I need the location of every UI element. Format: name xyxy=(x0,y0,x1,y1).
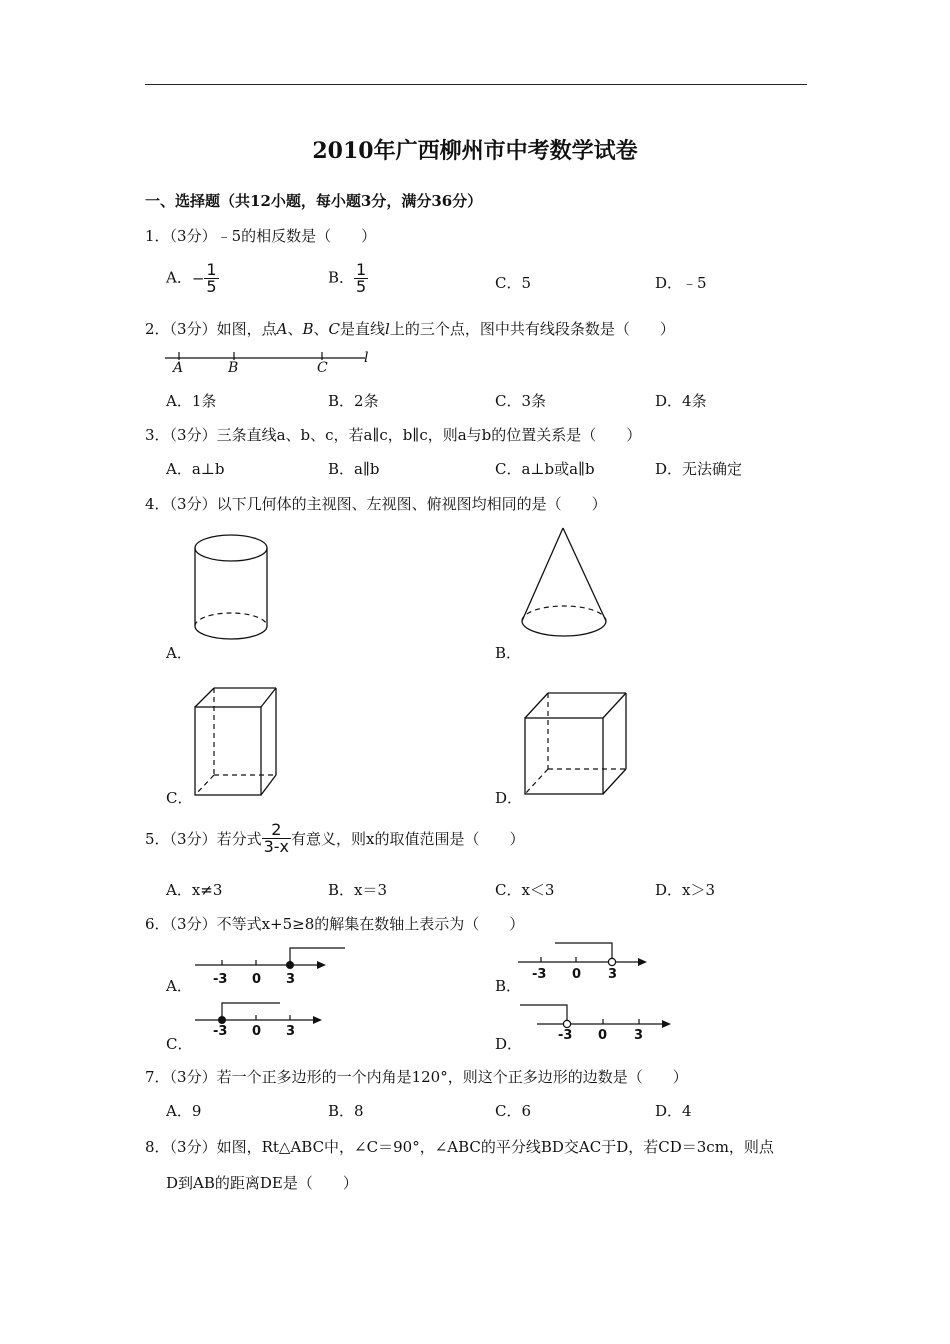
q5-option-c[interactable]: C．x＜3 xyxy=(495,881,555,899)
q3-stem: 3．（3分）三条直线a、b、c，若a∥c，b∥c，则a与b的位置关系是（ ） xyxy=(145,426,642,444)
q3-option-d[interactable]: D．无法确定 xyxy=(655,460,743,478)
q2-option-d[interactable]: D．4条 xyxy=(655,392,707,410)
q3-option-c[interactable]: C．a⊥b或a∥b xyxy=(495,460,595,478)
fraction xyxy=(354,262,368,295)
q5-option-d[interactable]: D．x＞3 xyxy=(655,881,716,899)
tick-label: 0 xyxy=(252,972,262,987)
q7-option-d[interactable]: D．4 xyxy=(655,1102,692,1120)
q1-option-c[interactable]: C．5 xyxy=(495,274,532,292)
tick-label: -3 xyxy=(532,967,547,982)
q2-line-figure xyxy=(165,348,375,378)
q1-option-d[interactable]: D．﹣5 xyxy=(655,274,707,292)
q3-option-b[interactable]: B．a∥b xyxy=(328,460,380,478)
fig-label-c: C xyxy=(317,360,328,376)
point-b: B xyxy=(302,320,314,338)
section-heading: 一、选择题（共12小题，每小题3分，满分36分） xyxy=(145,192,483,210)
numerator: 1 xyxy=(356,260,367,279)
q7-option-b[interactable]: B．8 xyxy=(328,1102,364,1120)
cuboid-figure[interactable] xyxy=(190,685,285,800)
cylinder-figure[interactable] xyxy=(190,530,280,645)
denominator: 3-x xyxy=(263,837,290,856)
q1-stem: 1．（3分）﹣5的相反数是（ ） xyxy=(145,227,377,245)
q2-stem xyxy=(145,318,675,339)
option-label: A． xyxy=(166,268,192,287)
tick-label: 3 xyxy=(286,1024,296,1039)
fig-label-a: A xyxy=(173,360,184,376)
line-l: l xyxy=(385,320,390,338)
q3-option-a[interactable]: A．a⊥b xyxy=(166,460,225,478)
q7-option-c[interactable]: C．6 xyxy=(495,1102,532,1120)
q1-option-a[interactable] xyxy=(166,262,219,295)
q7-stem: 7．（3分）若一个正多边形的一个内角是120°，则这个正多边形的边数是（ ） xyxy=(145,1068,688,1086)
q4-option-b[interactable]: B． xyxy=(495,644,522,662)
page-title: 2010年广西柳州市中考数学试卷 xyxy=(312,138,638,164)
q4-stem: 4．（3分）以下几何体的主视图、左视图、俯视图均相同的是（ ） xyxy=(145,495,607,513)
q4-option-d[interactable]: D． xyxy=(495,789,523,807)
tick-label: -3 xyxy=(558,1028,573,1043)
q2-option-b[interactable]: B．2条 xyxy=(328,392,379,410)
cube-figure[interactable] xyxy=(520,690,630,800)
tick-label: 3 xyxy=(608,967,618,982)
point-a: A xyxy=(276,320,288,338)
q6-option-b[interactable]: B． xyxy=(495,977,522,995)
minus-sign: − xyxy=(191,269,205,288)
q6-stem: 6．（3分）不等式x+5≥8的解集在数轴上表示为（ ） xyxy=(145,915,525,933)
point-c: C xyxy=(328,320,340,338)
q5-option-b[interactable]: B．x＝3 xyxy=(328,881,388,899)
q2-option-a[interactable]: A．1条 xyxy=(166,392,217,410)
tick-label: 0 xyxy=(252,1024,262,1039)
fraction xyxy=(204,262,218,295)
q4-option-a[interactable]: A． xyxy=(166,644,192,662)
tick-label: 0 xyxy=(598,1028,608,1043)
q5-option-a[interactable]: A．x≠3 xyxy=(166,881,223,899)
q5-stem-post: 有意义，则x的取值范围是（ ） xyxy=(291,830,525,848)
q6-option-c[interactable]: C． xyxy=(166,1035,193,1053)
q1-option-b[interactable] xyxy=(328,262,368,295)
q2-stem-pre: 2．（3分）如图，点 xyxy=(145,320,277,338)
header-rule xyxy=(145,84,807,85)
cone-figure[interactable] xyxy=(518,525,618,650)
q2-stem-post: 上的三个点，图中共有线段条数是（ ） xyxy=(389,320,675,338)
fraction xyxy=(262,822,291,855)
tick-label: -3 xyxy=(213,1024,228,1039)
numerator: 1 xyxy=(206,260,217,279)
q5-stem xyxy=(145,822,524,855)
tick-label: 0 xyxy=(572,967,582,982)
q2-stem-mid: 是直线 xyxy=(339,320,385,338)
q5-stem-pre: 5．（3分）若分式 xyxy=(145,830,262,848)
fig-label-b: B xyxy=(228,360,239,376)
q7-option-a[interactable]: A．9 xyxy=(166,1102,202,1120)
fig-label-l: l xyxy=(364,350,369,366)
q8-stem-line2: D到AB的距离DE是（ ） xyxy=(166,1174,358,1192)
q6-option-d[interactable]: D． xyxy=(495,1035,523,1053)
denominator: 5 xyxy=(356,277,367,296)
q8-stem-line1: 8．（3分）如图，Rt△ABC中，∠C＝90°，∠ABC的平分线BD交AC于D，若CD＝3cm，则点 xyxy=(145,1138,774,1156)
sep: 、 xyxy=(313,320,329,338)
tick-label: 3 xyxy=(286,972,296,987)
option-label: B． xyxy=(328,268,355,287)
tick-label: -3 xyxy=(213,972,228,987)
numerator: 2 xyxy=(271,820,282,839)
q4-option-c[interactable]: C． xyxy=(166,789,193,807)
denominator: 5 xyxy=(206,277,217,296)
sep: 、 xyxy=(287,320,303,338)
q2-option-c[interactable]: C．3条 xyxy=(495,392,547,410)
q6-option-a[interactable]: A． xyxy=(166,977,192,995)
tick-label: 3 xyxy=(634,1028,644,1043)
